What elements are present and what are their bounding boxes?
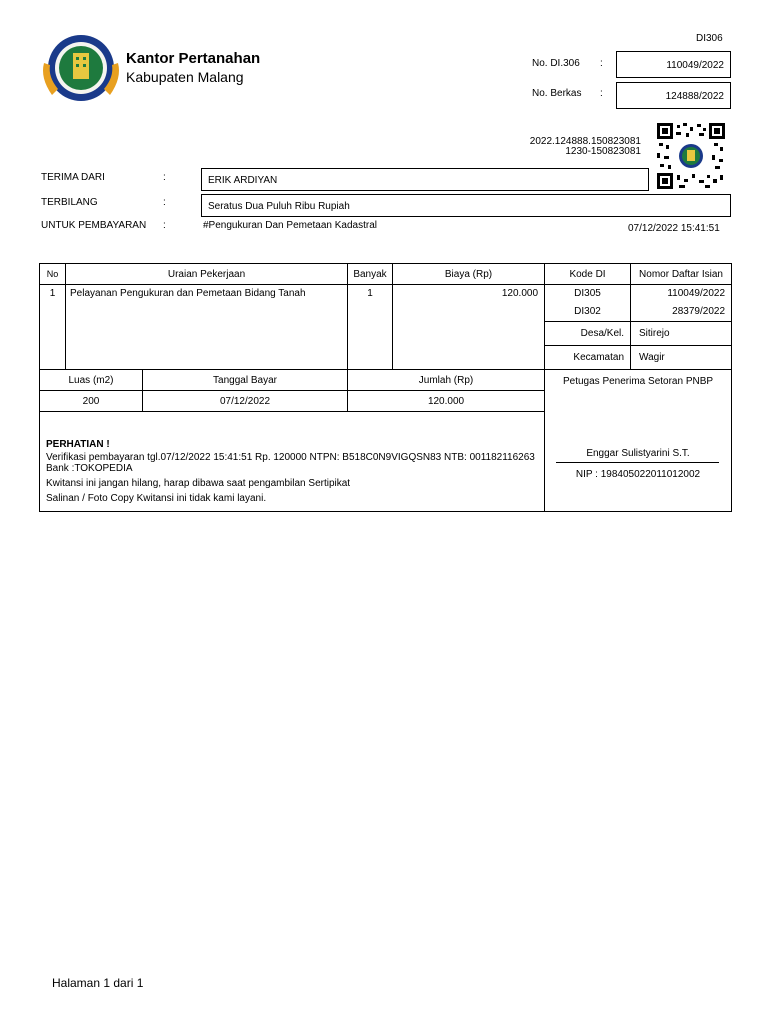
kode-di-2: DI302 bbox=[574, 306, 601, 317]
bpn-logo-icon bbox=[40, 33, 122, 103]
terbilang-colon: : bbox=[163, 197, 166, 208]
kecamatan-label: Kecamatan bbox=[545, 346, 631, 370]
signature-line bbox=[556, 462, 719, 463]
notice-line-1: Verifikasi pembayaran tgl.07/12/2022 15:41:51 Rp. 120000 NTPN: B518C0N9VIGQSN83 NTB: 001182116263 Bank :TOKOPEDIA bbox=[46, 452, 535, 474]
no-berkas-value: 124888/2022 bbox=[665, 91, 724, 102]
kecamatan-value: Wagir bbox=[631, 346, 732, 370]
col-header-uraian: Uraian Pekerjaan bbox=[66, 264, 348, 285]
no-berkas-colon: : bbox=[600, 88, 603, 99]
untuk-pembayaran-label: UNTUK PEMBAYARAN bbox=[41, 220, 147, 231]
nomor-daftar-1: 110049/2022 bbox=[667, 288, 726, 299]
terbilang-value: Seratus Dua Puluh Ribu Rupiah bbox=[208, 201, 350, 212]
notice-title: PERHATIAN ! bbox=[46, 439, 110, 450]
qr-code-icon bbox=[657, 123, 725, 189]
no-di-colon: : bbox=[600, 58, 603, 69]
terbilang-label: TERBILANG bbox=[41, 197, 98, 208]
untuk-pembayaran-colon: : bbox=[163, 220, 166, 231]
terima-dari-field bbox=[201, 168, 649, 191]
col-header-kode-di: Kode DI bbox=[545, 264, 631, 285]
notice-line-2: Kwitansi ini jangan hilang, harap dibawa saat pengambilan Sertipikat bbox=[46, 478, 351, 489]
desa-value: Sitirejo bbox=[631, 322, 732, 346]
terima-dari-colon: : bbox=[163, 172, 166, 183]
form-code: DI306 bbox=[696, 33, 723, 44]
petugas-cell bbox=[545, 370, 732, 512]
no-berkas-value-box bbox=[616, 82, 731, 109]
payment-datetime: 07/12/2022 15:41:51 bbox=[628, 223, 720, 234]
nomor-daftar-cell bbox=[631, 285, 732, 322]
summary-header-luas: Luas (m2) bbox=[40, 370, 143, 391]
row-banyak: 1 bbox=[348, 285, 393, 370]
summary-tanggal: 07/12/2022 bbox=[143, 391, 348, 412]
office-region: Kabupaten Malang bbox=[126, 69, 244, 85]
office-name: Kantor Pertanahan bbox=[126, 50, 261, 67]
no-di-value-box bbox=[616, 51, 731, 78]
col-header-nomor-daftar: Nomor Daftar Isian bbox=[631, 264, 732, 285]
petugas-label: Petugas Penerima Setoran PNBP bbox=[562, 376, 714, 387]
notice-line-3: Salinan / Foto Copy Kwitansi ini tidak kami layani. bbox=[46, 493, 267, 504]
qr-text-line1: 2022.124888.150823081 bbox=[529, 136, 641, 147]
col-header-banyak: Banyak bbox=[348, 264, 393, 285]
untuk-pembayaran-value: #Pengukuran Dan Pemetaan Kadastral bbox=[203, 220, 378, 231]
col-header-biaya: Biaya (Rp) bbox=[393, 264, 545, 285]
summary-header-tanggal: Tanggal Bayar bbox=[143, 370, 348, 391]
col-header-no: No bbox=[40, 264, 66, 285]
terima-dari-value: ERIK ARDIYAN bbox=[208, 175, 278, 186]
page-number: Halaman 1 dari 1 bbox=[52, 976, 144, 990]
notice-cell bbox=[40, 412, 545, 512]
desa-label: Desa/Kel. bbox=[545, 322, 631, 346]
row-uraian: Pelayanan Pengukuran dan Pemetaan Bidang Tanah bbox=[66, 285, 348, 370]
summary-jumlah: 120.000 bbox=[348, 391, 545, 412]
terima-dari-label: TERIMA DARI bbox=[41, 172, 105, 183]
kode-di-1: DI305 bbox=[574, 288, 601, 299]
table-row bbox=[40, 285, 732, 322]
petugas-nip: NIP : 198405022011012002 bbox=[575, 469, 701, 480]
no-di-label: No. DI.306 bbox=[532, 58, 580, 69]
summary-luas: 200 bbox=[40, 391, 143, 412]
kode-di-cell bbox=[545, 285, 631, 322]
payment-table bbox=[39, 263, 732, 512]
terbilang-field bbox=[201, 194, 731, 217]
summary-header-jumlah: Jumlah (Rp) bbox=[348, 370, 545, 391]
no-berkas-label: No. Berkas bbox=[532, 88, 582, 99]
no-di-value: 110049/2022 bbox=[666, 60, 724, 71]
row-no: 1 bbox=[40, 285, 66, 370]
petugas-name: Enggar Sulistyarini S.T. bbox=[586, 448, 690, 459]
row-biaya: 120.000 bbox=[393, 285, 545, 370]
nomor-daftar-2: 28379/2022 bbox=[672, 306, 726, 317]
qr-text-line2: 1230-150823081 bbox=[565, 146, 641, 157]
